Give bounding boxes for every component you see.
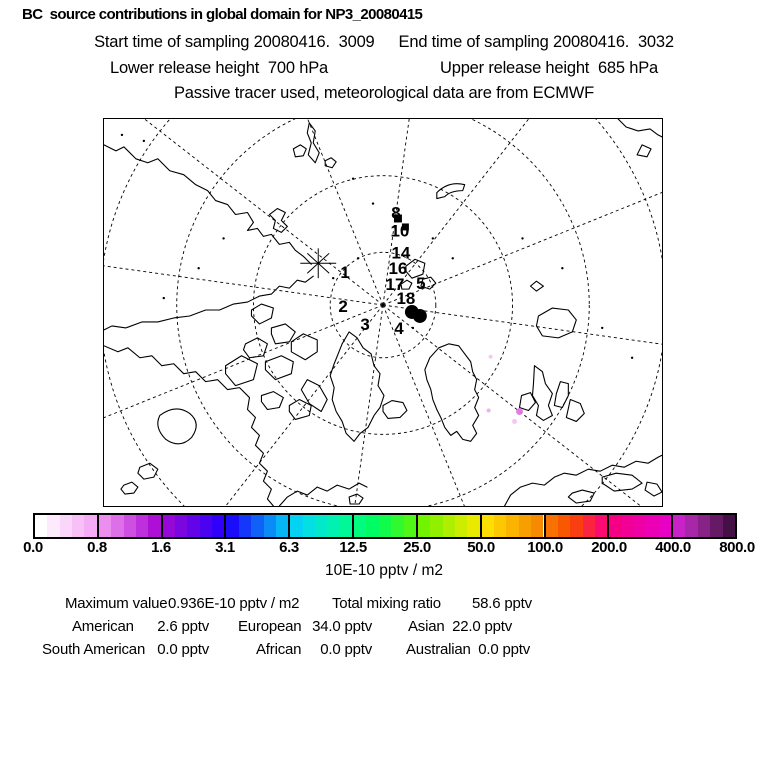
colorbar-cell (609, 515, 621, 537)
colorbar-cell (659, 515, 671, 537)
colorbar-tick-labels (0, 539, 768, 557)
south-american-label: South American (42, 641, 146, 658)
colorbar-cell (163, 515, 175, 537)
asian-value: 22.0 pptv (452, 618, 512, 635)
colorbar-segment (163, 515, 227, 537)
colorbar-cell (148, 515, 160, 537)
colorbar-cell (558, 515, 570, 537)
colorbar-cell (175, 515, 187, 537)
colorbar-cell (467, 515, 479, 537)
colorbar-cell (276, 515, 288, 537)
station-label-4: 4 (394, 318, 404, 338)
american-label: American (72, 618, 134, 635)
colorbar-segment (482, 515, 546, 537)
colorbar-cell (315, 515, 327, 537)
islet-speck (357, 257, 359, 259)
hotspot (516, 408, 523, 415)
islet-speck (452, 257, 454, 259)
colorbar-cell (303, 515, 315, 537)
colorbar-segment (673, 515, 735, 537)
colorbar-tick: 0.8 (87, 539, 107, 556)
islet-speck (121, 134, 123, 136)
colorbar-cell (723, 515, 735, 537)
colorbar-cell (418, 515, 430, 537)
max-value-text: 0.936E-10 pptv / m2 (168, 595, 300, 612)
end-time-text: End time of sampling 20080416. 3032 (398, 33, 674, 51)
colorbar-segment (354, 515, 418, 537)
islet-speck (372, 202, 374, 204)
colorbar-cell (60, 515, 72, 537)
colorbar-cell (187, 515, 199, 537)
tracer-info-line (0, 84, 768, 103)
tracer-info-text: Passive tracer used, meteorological data are from ECMWF (174, 84, 594, 102)
american-value: 2.6 pptv (157, 618, 209, 635)
colorbar-tick: 25.0 (403, 539, 431, 556)
colorbar-cell (391, 515, 403, 537)
station-label-5: 5 (416, 274, 426, 294)
islet-speck (412, 327, 414, 329)
colorbar-cell (646, 515, 658, 537)
colorbar-cell (136, 515, 148, 537)
colorbar-cell (404, 515, 416, 537)
colorbar-cell (570, 515, 582, 537)
colorbar-cell (519, 515, 531, 537)
australian-label: Australian (406, 641, 471, 658)
islet-speck (143, 140, 145, 142)
colorbar-cell (327, 515, 339, 537)
colorbar (33, 513, 737, 539)
colorbar-cell (455, 515, 467, 537)
asian-label: Asian (408, 618, 445, 635)
upper-release-text: Upper release height 685 hPa (440, 59, 659, 77)
islet-speck (163, 297, 165, 299)
sampling-time-line (0, 33, 768, 52)
total-mixing-ratio-value: 58.6 pptv (472, 595, 532, 612)
colorbar-cell (47, 515, 59, 537)
colorbar-cell (35, 515, 47, 537)
colorbar-cell (583, 515, 595, 537)
south-american-value: 0.0 pptv (157, 641, 209, 658)
max-value-label: Maximum value (65, 595, 168, 612)
colorbar-segment (99, 515, 163, 537)
colorbar-cell (634, 515, 646, 537)
colorbar-cell (99, 515, 111, 537)
colorbar-tick: 400.0 (655, 539, 691, 556)
colorbar-segment (418, 515, 482, 537)
colorbar-tick: 200.0 (591, 539, 627, 556)
station-label-14: 14 (391, 243, 411, 263)
african-label: African (256, 641, 302, 658)
colorbar-segment (226, 515, 290, 537)
colorbar-segment (609, 515, 673, 537)
islet-speck (332, 277, 334, 279)
station-label-8: 8 (391, 203, 401, 223)
islet-speck (561, 267, 563, 269)
colorbar-cell (546, 515, 558, 537)
receptor-asterisk-marker (300, 248, 336, 278)
colorbar-unit-label: 10E-10 pptv / m2 (324, 562, 444, 579)
colorbar-cell (72, 515, 84, 537)
colorbar-cell (430, 515, 442, 537)
colorbar-cell (354, 515, 366, 537)
start-time-text: Start time of sampling 20080416. 3009 (94, 33, 375, 51)
islet-specks (121, 134, 634, 359)
colorbar-cell (264, 515, 276, 537)
colorbar-tick: 12.5 (339, 539, 367, 556)
colorbar-cell (673, 515, 685, 537)
islet-speck (197, 267, 199, 269)
islet-speck (521, 237, 523, 239)
colorbar-segment (546, 515, 610, 537)
concentration-hotspots (487, 355, 523, 424)
station-label-1: 1 (340, 263, 350, 283)
coastlines (104, 119, 662, 506)
african-value: 0.0 pptv (320, 641, 372, 658)
lower-release-text: Lower release height 700 hPa (109, 59, 328, 77)
station-label-18: 18 (396, 289, 416, 309)
european-label: European (238, 618, 302, 635)
colorbar-cell (685, 515, 697, 537)
hotspot (487, 409, 491, 413)
colorbar-cell (379, 515, 391, 537)
station-label-16: 16 (388, 259, 408, 279)
islet-speck (601, 327, 603, 329)
colorbar-tick: 6.3 (279, 539, 299, 556)
colorbar-cell (443, 515, 455, 537)
colorbar-segment (290, 515, 354, 537)
colorbar-cell (212, 515, 224, 537)
colorbar-cell (710, 515, 722, 537)
colorbar-cell (226, 515, 238, 537)
hotspot (512, 419, 517, 424)
european-value: 34.0 pptv (312, 618, 372, 635)
colorbar-cell (506, 515, 518, 537)
colorbar-cell (290, 515, 302, 537)
colorbar-tick: 3.1 (215, 539, 235, 556)
colorbar-tick: 50.0 (467, 539, 495, 556)
colorbar-cell (124, 515, 136, 537)
colorbar-cell (366, 515, 378, 537)
colorbar-cell (200, 515, 212, 537)
station-label-10: 10 (390, 221, 410, 241)
station-label-2: 2 (338, 297, 348, 316)
colorbar-cell (239, 515, 251, 537)
hotspot (489, 355, 493, 359)
colorbar-cell (482, 515, 494, 537)
colorbar-tick: 0.0 (23, 539, 43, 556)
total-mixing-ratio-label: Total mixing ratio (332, 595, 441, 612)
islet-speck (222, 237, 224, 239)
colorbar-cell (494, 515, 506, 537)
colorbar-tick: 800.0 (719, 539, 755, 556)
colorbar-segment (35, 515, 99, 537)
release-height-line (0, 59, 768, 78)
colorbar-cell (111, 515, 123, 537)
islet-speck (631, 357, 633, 359)
station-label-17: 17 (385, 275, 405, 295)
colorbar-cell (595, 515, 607, 537)
colorbar-tick: 1.6 (151, 539, 171, 556)
islet-speck (432, 237, 434, 239)
graticule-lines (104, 119, 662, 506)
stats-row-max (0, 595, 768, 613)
islet-speck (352, 177, 354, 179)
stats-row-continents-2 (0, 641, 768, 659)
polar-map (103, 118, 663, 507)
colorbar-cell (622, 515, 634, 537)
colorbar-cell (251, 515, 263, 537)
colorbar-cell (531, 515, 543, 537)
colorbar-tick: 100.0 (527, 539, 563, 556)
filled-station-marker (413, 309, 427, 323)
plot-title: BC source contributions in global domain for NP3_20080415 (22, 6, 423, 23)
station-label-3: 3 (360, 314, 370, 334)
colorbar-cell (698, 515, 710, 537)
australian-value: 0.0 pptv (478, 641, 530, 658)
colorbar-cell (340, 515, 352, 537)
stats-row-continents-1 (0, 618, 768, 636)
polar-map-canvas (104, 119, 662, 506)
colorbar-cell (84, 515, 96, 537)
